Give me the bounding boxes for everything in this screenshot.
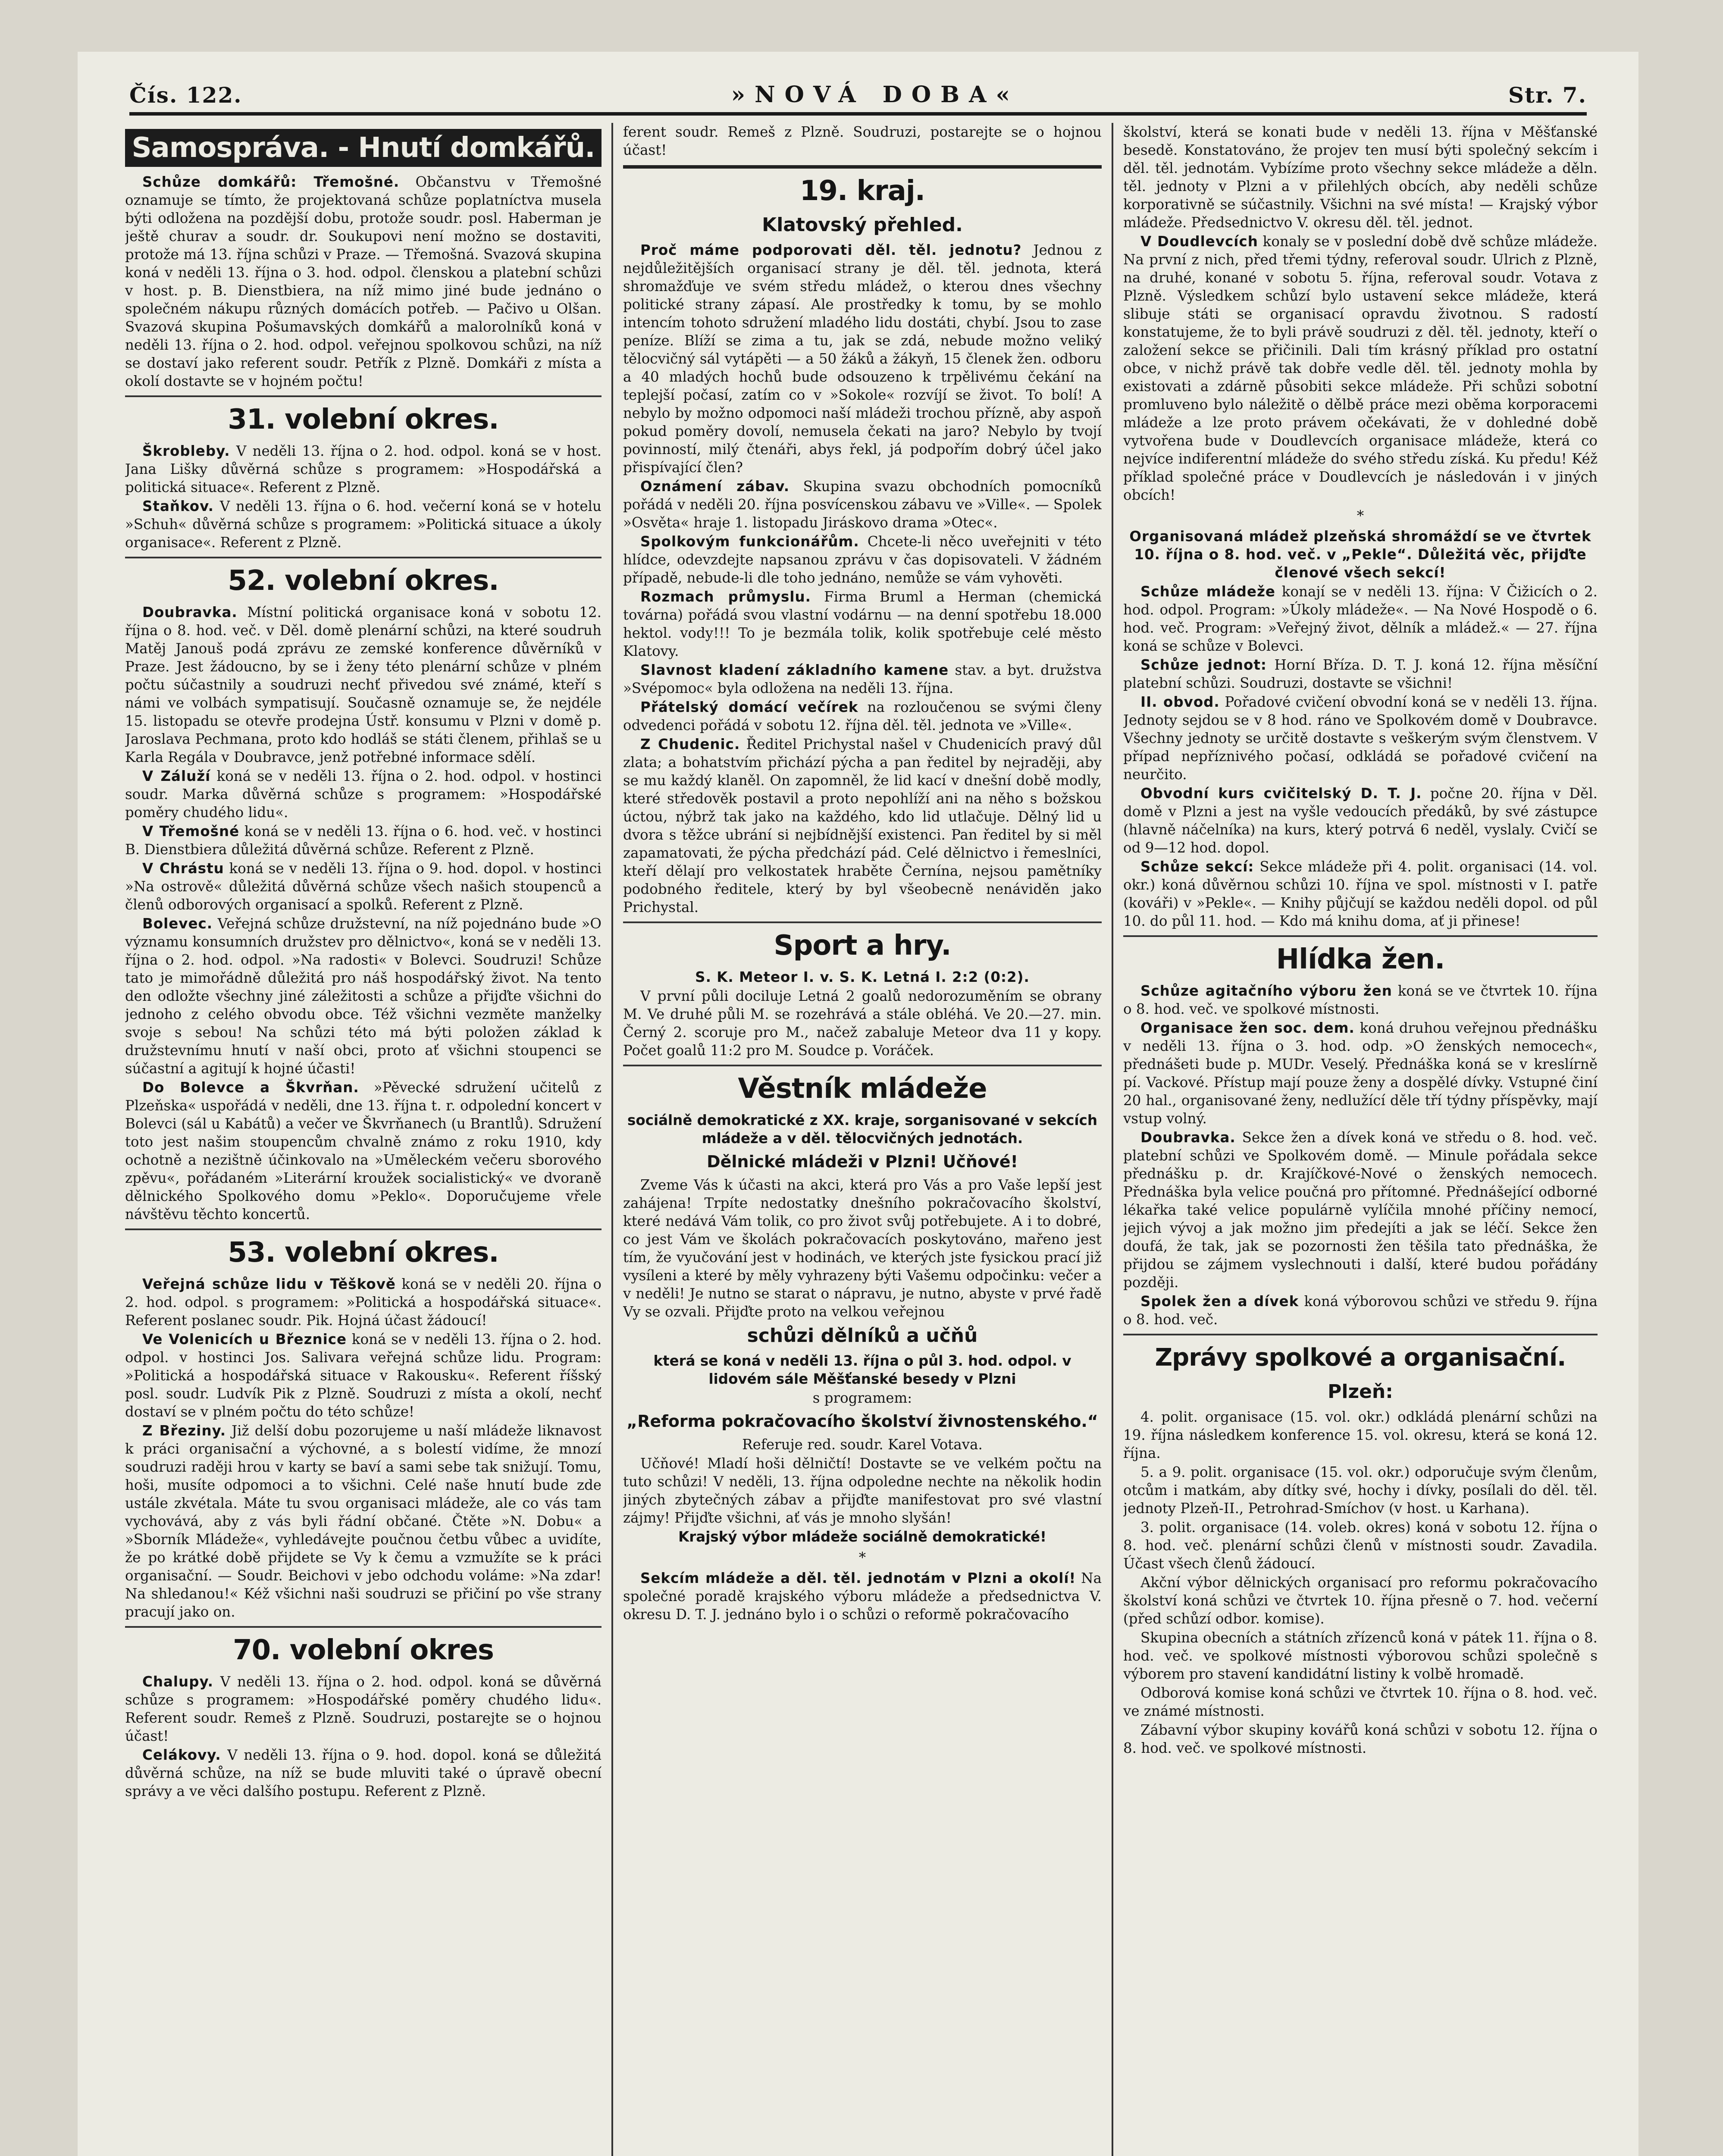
article: [125, 767, 601, 821]
lede: Oznámení zábav.: [640, 478, 790, 495]
article-continuation: ferent soudr. Remeš z Plzně. Soudruzi, postarejte se o hojnou účast!: [623, 124, 1102, 158]
article: [125, 859, 601, 914]
article: [125, 1422, 601, 1621]
program-label: s programem:: [812, 1390, 912, 1406]
subheading-klatovy: Klatovský přehled.: [762, 214, 963, 236]
article-text: V neděli 13. října o 2. hod. odpol. koná se důvěrná schůze s programem: »Hospodářské poměry chudého lidu«. Referent soudr. Remeš z Plzně. Soudruzi, postarejte se o hojnou účast!: [125, 1673, 601, 1744]
divider: [125, 395, 601, 397]
vestnik-subtitle: sociálně demokratické z XX. kraje, sorganisované v sekcích mládeže a v děl. tělocvičných jednotách.: [627, 1112, 1097, 1147]
article: Akční výbor dělnických organisací pro reformu pokračovacího školství koná schůzi ve čtvrtek 10. října přesně o 7. hod. večerní (před schůzí odbor. komise).: [1123, 1574, 1598, 1627]
article-text: Pořadové cvičení obvodní koná se v neděli 13. října. Jednoty sejdou se v 8 hod. ráno ve Spolkovém domě v Doubravce. Všechny jednoty se určitě dostavte s veškerým svým členstvem. V případ nepříznivého počasí, odkládá se pořadové cvičení na neurčito.: [1123, 694, 1598, 783]
section-heading-19: 19. kraj.: [799, 175, 925, 207]
lede: Organisace žen soc. dem.: [1140, 1020, 1355, 1036]
section-heading-zpravy: Zprávy spolkové a organisační.: [1155, 1344, 1566, 1372]
newspaper-title: »NOVÁ DOBA«: [731, 81, 1019, 108]
article-text: Skupina svazu obchodních pomocníků pořádá v neděli 20. října posvícenskou zábavu ve »Ville«. — Spolek »Osvěta« hraje 1. listopadu Jiráskovo drama »Otec«.: [623, 478, 1102, 531]
article-text: na rozloučenou se svými členy odvedenci pořádá v sobotu 12. října děl. těl. jednota ve »Ville«.: [623, 699, 1102, 733]
article-text: Již delší dobu pozorujeme u naší mládeže liknavost k práci organisační a výchovné, a s bolestí vidíme, že mnozí soudruzi raději hrou v karty se baví a sami sebe tak snižují. Tomu, hoši, musíte odpomoci a to všichni. Celé naše hnutí bude zde ustále zkvétala. Máte tu svou organisaci mládeže, ale co vás tam vychovává, aby z vás byli řádní občané. Čtěte »N. Dobu« a »Sborník Mládeže«, vyhledávejte poučnou četbu vůbec a uvidíte, že po krátké době přijdete se Vy k čemu a vzmužíte se k práci organisační. — Soudr. Beichovi v jebo odchodu voláme: »Na zdar! Na shledanou!« Kéž všichni naši soudruzi se přičiní po vše strany pracují jako on.: [125, 1423, 601, 1620]
lede: Veřejná schůze lidu v Těškově: [142, 1276, 396, 1292]
lede: II. obvod.: [1140, 694, 1220, 710]
article-text: V neděli 13. října o 9. hod. dopol. koná se důležitá důvěrná schůze, na níž se bude mluviti také o úpravě obecní správy a ve věci dalšího postupu. Referent z Plzně.: [125, 1747, 601, 1799]
article: [1123, 1019, 1598, 1128]
article-text: konaly se v poslední době dvě schůze mládeže. Na první z nich, před třemi týdny, referoval soudr. Ulrich z Plzně, na druhé, konané v sobotu 5. října, referoval soudr. Votava z Plzně. Výsledkem schůzí bylo ustavení sekce mládeže, která slibuje státi se organisací opravdu životnou. S radostí konstatujeme, že to byli právě soudruzi z děl. těl. jednoty, kteří o založení sekce se přičinili. Dali tím krásný příklad pro ostatní obce, v nichž právě tak dobře vedle děl. těl. jednoty mohla by existovati a zdárně působiti sekce mládeže. Při schůzi sobotní promluveno bylo náležitě o dělbě práce mezi oběma korporacemi mládeže a lze proto právem očekávati, že v dohledné době vytvořena bude v Doudlevcích organisace mládeže, která co nejvíce indiferentní mládeže do svého středu získá. Ku předu! Kéž příklad společné práce v Doudlevcích je následován i v jiných obcích!: [1123, 233, 1598, 503]
article: [1123, 1292, 1598, 1329]
meeting-details: která se koná v neděli 13. října o půl 3. hod. odpol. v lidovém sále Měšťanské besedy v Plzni: [653, 1353, 1071, 1387]
article: [125, 822, 601, 859]
article: [623, 698, 1102, 734]
column-3: [1123, 123, 1598, 2156]
match-result: S. K. Meteor I. v. S. K. Letná I. 2:2 (0:2).: [695, 969, 1030, 985]
article: [125, 603, 601, 766]
divider: [623, 165, 1102, 169]
section-heading-70: 70. volební okres: [233, 1634, 494, 1666]
article: [1123, 982, 1598, 1018]
section-heading-hlidka: Hlídka žen.: [1276, 943, 1445, 975]
article-text: »Pěvecké sdružení učitelů z Plzeňska« uspořádá v neděli, dne 13. října t. r. odpolední koncert v Bolevci (sál u Kabátů) a večer ve Škvrňanech (u Brantlů). Sdružení toto jest našim stoupencům chvalně známo z roku 1910, kdy ochotně a nezištně účinkovalo na »Uměleckém večeru sborového zpěvu«, pořádaném »Literární kroužek socialistický« ve dvoraně dělnického Spolkového domu »Peklo«. Doporučujeme vřele návštěvu těchto koncertů.: [125, 1079, 601, 1222]
article: [125, 1746, 601, 1800]
lede: Z Chudenic.: [640, 736, 740, 752]
lede: Spolek žen a dívek: [1140, 1293, 1299, 1310]
newspaper-page: [78, 52, 1638, 2156]
article-text: koná se v neděli 13. října o 2. hod. odpol. v hostinci soudr. Marka důvěrná schůze s programem: »Hospodářské poměry chudého lidu«.: [125, 768, 601, 821]
article: [1123, 784, 1598, 857]
article-text: Horní Bříza. D. T. J. koná 12. října měsíční platební schůzi. Soudruzi, dostavte se všichni!: [1123, 657, 1598, 691]
article: [623, 477, 1102, 532]
section-heading-vestnik: Věstník mládeže: [738, 1073, 987, 1105]
article: [125, 1078, 601, 1223]
subheading-plzen: Plzeň:: [1328, 1381, 1393, 1403]
article: 5. a 9. polit. organisace (15. vol. okr.) odporučuje svým členům, otcům i matkám, aby dítky své, hochy i dívky, posílali do děl. těl. jednoty Plzeň-II., Petrohrad-Smíchov (v host. u Karhana).: [1123, 1464, 1598, 1517]
article: [623, 735, 1102, 916]
article: [1123, 583, 1598, 655]
column-1: [125, 123, 601, 2156]
article: [125, 442, 601, 496]
article-text: koná výborovou schůzi ve středu 9. října o 8. hod. več.: [1123, 1293, 1598, 1328]
article-text: koná se v neděli 13. října o 9. hod. dopol. v hostinci »Na ostrově« důležitá důvěrná schůze všech našich stoupenců a členů odborových organisací a spolků. Referent z Plzně.: [125, 860, 601, 913]
lede: Proč máme podporovati děl. těl. jednotu?: [640, 242, 1022, 258]
divider: [623, 921, 1102, 923]
article-text: konají se v neděli 13. října: V Čižicích o 2. hod. odpol. Program: »Úkoly mládeže«. — Na Nové Hospodě o 6. hod. več. Program: »Veřejný život, dělník a mládež.« — 27. října koná se schůze v Bolevci.: [1123, 583, 1598, 654]
lede: Slavnost kladení základního kamene: [640, 662, 949, 678]
column-rule: [611, 123, 613, 2156]
article-text: Na společné poradě krajského výboru mládeže a předsednictva V. okresu D. T. J. jednáno bylo i o schůzi o reformě pokračovacího: [623, 1570, 1102, 1623]
article-text: Místní politická organisace koná v sobotu 12. října o 8. hod. več. v Děl. domě plenární schůzi, na které soudruh Matěj Janouš podá zprávu ze zemské konference důvěrníků v Praze. Jest žádoucno, by se i ženy této plenární schůze v plném počtu súčastnily a soudruzi nechť přivedou své známé, kteří s námi ve volbách sympatisují. Současně oznamuje se, že nejdéle 15. listopadu se otevře prodejna Ústř. konsumu v Plzni v domě p. Jaroslava Pechmana, proto kdo hodláš se státi členem, přihlaš se u Karla Regála v Doubravce, jenž potřebné informace sdělí.: [125, 604, 601, 765]
divider: [1123, 1334, 1598, 1335]
article-text: stav. a byt. družstva »Svépomoc« byla odložena na neděli 13. října.: [623, 662, 1102, 696]
article-text: koná se v neděli 13. října o 6. hod. več. v hostinci B. Dienstbiera důležitá důvěrná schůze. Referent z Plzně.: [125, 823, 601, 858]
article-text: koná druhou veřejnou přednášku v neděli 13. října o 3. hod. odp. »O ženských nemocech«, přednášeti bude p. MUDr. Veselý. Přednáška koná se v kreslírně pí. Vackové. Přístup mají pouze ženy a dospělé dívky. Vstupné činí 20 hal., organisované ženy, nedlužící děle tří týdny příspěvky, mají vstup volný.: [1123, 1020, 1598, 1127]
article-text: koná se v neděli 13. října o 2. hod. odpol. v hostinci Jos. Salivara veřejná schůze lidu. Program: »Politická a hospodářská situace v Rakousku«. Referent říšský posl. soudr. Ludvík Pik z Plzně. Soudruzi z místa a okolí, nechť dostaví se v plném počtu do této schůze!: [125, 1331, 601, 1420]
lede: Schůze jednot:: [1140, 657, 1267, 673]
section-heading-samosprava: Samospráva. - Hnutí domkářů.: [125, 129, 601, 167]
section-heading-53: 53. volební okres.: [228, 1237, 499, 1269]
article: [1123, 693, 1598, 783]
separator-star: *: [1356, 508, 1364, 524]
article-continuation: školství, která se konati bude v neděli 13. října v Měšťanské besedě. Konstatováno, že projev ten musí býti společný sekcím i děl. těl. jednotám. Vybízíme proto všechny sekce mládeže a děln. těl. jednoty v Plzni a v přilehlých obcích, aby neděli schůze korporativně se súčastnily. Všichni na své místa! — Krajský výbor mládeže. Předsednictvo V. okresu děl. těl. jednot.: [1123, 124, 1598, 231]
article: V první půli dociluje Letná 2 goalů nedorozuměním se obrany M. Ve druhé půli M. se rozehrává a stále obléhá. Ve 20.—27. min. Černý 2. scoruje pro M., načež zabaluje Meteor dva 11 y kopy. Počet goalů 11:2 pro M. Soudce p. Voráček.: [623, 988, 1102, 1059]
article: [623, 1569, 1102, 1623]
article: [125, 173, 601, 390]
article: [623, 241, 1102, 476]
lede: Obvodní kurs cvičitelský D. T. J.: [1140, 785, 1422, 802]
signature: Krajský výbor mládeže sociálně demokratické!: [678, 1529, 1046, 1545]
article: Skupina obecních a státních zřízenců koná v pátek 11. října o 8. hod. več. ve spolkové místnosti výborovou schůzi společně s výborem pro stavení kandidátní listiny k volbě hromadě.: [1123, 1630, 1598, 1682]
lede: Doubravka.: [1140, 1129, 1236, 1146]
divider: [623, 1065, 1102, 1066]
appeal-heading: Dělnické mládeži v Plzni! Učňové!: [707, 1152, 1018, 1171]
lede: Z Březiny.: [142, 1423, 226, 1439]
section-heading-sport: Sport a hry.: [774, 930, 951, 962]
article-text: Jednou z nejdůležitějších organisací strany je děl. těl. jednota, která shromažďuje ve svém středu mládež, o kterou dnes všechny politické strany zápasí. Ale prostředky k tomu, by se mohlo intencím tohoto sdružení mladého lidu dostáti, chybí. Jsou to zase peníze. Blíží se zima a tu, jak se zdá, nebude možno veliký tělocvičný sál vytápěti — a 50 žáků a žákyň, 15 členek žen. odboru a 40 mladých hochů bude odsouzeno k trpělivému čekání na teplejší počasí, zatím co v »Sokole« rozvíjí se život. To bolí! A nebylo by možno odpomoci naší mládeži trochou přízně, aby aspoň pokud poměry dovolí, nemusela čekati na jaro? Nebylo by tvojí povinností, milý čtenáři, abys řekl, já podpořím dobrý účel jako přispívající člen?: [623, 242, 1102, 476]
article: [1123, 656, 1598, 692]
divider: [125, 557, 601, 558]
lede: Do Bolevce a Škvrňan.: [142, 1079, 359, 1096]
article: [1123, 232, 1598, 504]
article: [623, 533, 1102, 587]
article-text: koná se v neděli 20. října o 2. hod. odpol. s programem: »Politická a hospodářská situace«. Referent poslanec soudr. Pik. Hojná účast žádoucí!: [125, 1276, 601, 1329]
lede: Schůze agitačního výboru žen: [1140, 983, 1392, 999]
lede: Schůze mládeže: [1140, 583, 1275, 600]
article: [623, 661, 1102, 697]
article: [1123, 1128, 1598, 1291]
lede: V Třemošné: [142, 823, 240, 840]
lede: V Chrástu: [142, 860, 224, 877]
lede: Doubravka.: [142, 604, 238, 620]
article: [1123, 858, 1598, 930]
article: [125, 497, 601, 552]
lede: Chalupy.: [142, 1673, 214, 1690]
announcement: Organisovaná mládež plzeňská shromáždí se ve čtvrtek 10. října o 8. hod. več. v „Pekle“. Důležitá věc, přijďte členové všech sekcí!: [1129, 528, 1591, 581]
section-heading-31: 31. volební okres.: [228, 404, 499, 436]
lede: Ve Volenicích u Březnice: [142, 1331, 347, 1348]
article-text: koná se ve čtvrtek 10. října o 8. hod. več. ve spolkové místnosti.: [1123, 983, 1598, 1017]
divider: [125, 1626, 601, 1628]
lede: Staňkov.: [142, 498, 214, 514]
article: 3. polit. organisace (14. voleb. okres) koná v sobotu 12. října o 8. hod. več. plenární schůzi členů v místnosti soudr. Zavadila. Účast všech členů žádoucí.: [1123, 1519, 1598, 1572]
lede: Škrobleby.: [142, 443, 230, 459]
article: [125, 1673, 601, 1745]
article: [125, 1330, 601, 1421]
speaker: Referuje red. soudr. Karel Votava.: [742, 1436, 983, 1453]
lede: Přátelský domácí večírek: [640, 699, 858, 715]
page-header: [129, 65, 1587, 116]
article-text: počne 20. října v Děl. domě v Plzni a jest na vyšle vedoucích předáků, by své zástupce (hlavně náčelníka) na kurs, který potrvá 6 neděl, vyslaly. Cvičí se od 9—12 hod. dopol.: [1123, 785, 1598, 856]
lede: Schůze sekcí:: [1140, 859, 1254, 875]
article-text: V neděli 13. října o 6. hod. večerní koná se v hotelu »Schuh« důvěrná schůze s programem: »Politická situace a úkoly organisace«. Referent z Plzně.: [125, 498, 601, 551]
lede: Schůze domkářů: Třemošné.: [142, 174, 400, 190]
lede: Spolkovým funkcionářům.: [640, 533, 859, 550]
article: Učňové! Mladí hoši dělničtí! Dostavte se ve velkém počtu na tuto schůzi! V neděli, 13. října odpoledne nechte na několik hodin jiných zbytečných zábav a přijďte manifestovat pro své vlastní zájmy! Přijďte všichni, ať vás je mnoho slyšán!: [623, 1455, 1102, 1526]
column-2: [623, 123, 1102, 2156]
column-rule: [1112, 123, 1113, 2156]
article-text: Ředitel Prichystal našel v Chudenicích pravý důl zlata; a bohatstvím přichází pýcha a pan ředitel by nejraději, aby se mu každý klaněl. On zapomněl, že lid kací v dnešní době modly, které středověk postavil a proto nepohlíží ani na něho s božskou úctou, nýbrž tak jako na každého, kdo lid utlačuje. Dělný lid u dvora s těžce ubrání si nejbídnější existenci. Pan ředitel by si měl zapamatovati, že pýcha předchází pád. Celé dělnictvo i řemeslníci, kteří dělají pro velkostatek hraběte Černína, nejsou pamětníky podobného ředitele, který by byl všeobecně nenáviděn jako Prichystal.: [623, 736, 1102, 915]
divider: [125, 1228, 601, 1230]
article-text: Občanstvu v Třemošné oznamuje se tímto, že projektovaná schůze poplatníctva musela býti odložena na pozdější dobu, protože soudr. posl. Haberman je ještě churav a soudr. dr. Soukupovi není možno se dostaviti, protože má 13. října schůzi v Praze. — Třemošná. Svazová skupina koná v neděli 13. října o 3. hod. odpol. členskou a platební schůzi v host. p. B. Dienstbiera, na níž mimo jiné bude jednáno o společném nákupu různých domácích potřeb. — Pačivo u Olšan. Svazová skupina Pošumavských domkářů a malorolníků koná v neděli 13. října o 2. hod. odpol. veřejnou spolkovou schůzi, na níž se dostaví jako referent soudr. Petřík z Plzně. Domkáři z místa a okolí dostavte se v hojném počtu!: [125, 174, 601, 389]
program-title: „Reforma pokračovacího školství živnostenského.“: [627, 1412, 1098, 1431]
article-text: Firma Bruml a Herman (chemická továrna) pořádá svou vlastní vodárnu — na denní spotřebu 18.000 hektol. vody!!! To je bezmála tolik, kolik spotřebuje celé město Klatovy.: [623, 589, 1102, 659]
article: [125, 915, 601, 1078]
article-text: Sekce mládeže při 4. polit. organisaci (14. vol. okr.) koná důvěrnou schůzi 10. října ve spol. místnosti v I. patře (kováři) v »Pekle«. — Knihy půjčují se každou neděli dopol. od půl 10. do půl 11. hod. — Kdo má knihu doma, ať ji přinese!: [1123, 859, 1598, 929]
lede: V Záluží: [142, 768, 211, 784]
lede: V Doudlevcích: [1140, 233, 1258, 250]
lede: Rozmach průmyslu.: [640, 589, 811, 605]
lede: Sekcím mládeže a děl. těl. jednotám v Plzni a okolí!: [640, 1570, 1076, 1586]
issue-number: Čís. 122.: [129, 82, 242, 108]
section-heading-52: 52. volební okres.: [228, 565, 499, 597]
article: Zveme Vás k účasti na akci, která pro Vás a pro Vaše lepší jest zahájena! Trpíte nedostatky dnešního pokračovacího školství, které nedává Vám tolik, co pro život svůj potřebujete. A i to dobré, co jest Vám ve školách pokračovacích poskytováno, mařeno jest tím, že vyučování jest v hodinách, ve kterých jste fysickou prací již vysíleni a které by měly vyhrazeny býti Vašemu odpočinku: večer a v neděli! Je nutno se starat o nápravu, je nutno, abyste v prvé řadě Vy se ozvali. Přijďte proto na velkou veřejnou: [623, 1177, 1102, 1320]
article: Odborová komise koná schůzi ve čtvrtek 10. října o 8. hod. več. ve známé místnosti.: [1123, 1685, 1598, 1719]
lede: Celákovy.: [142, 1747, 221, 1763]
article-text: Veřejná schůze družstevní, na níž pojednáno bude »O významu konsumních družstev pro dělnictvo«, koná se v neděli 13. října o 2. hod. odpol. »Na radosti« v Bolevci. Soudruzi! Schůze tato je mimořádně důležitá pro náš hospodářský život. Na tento den odložte všechny jiné záležitosti a schůze a přijďte všichni do jednoho z celého obvodu obce. Též všichni vezměte manželky svoje s sebou! Na schůzi této má býti položen základ k družstevnímu hnutí v naší obci, proto ať všichni stoupenci se súčastní a agitují k hojné účasti!: [125, 915, 601, 1077]
article: Zábavní výbor skupiny kovářů koná schůzi v sobotu 12. října o 8. hod. več. ve spolkové místnosti.: [1123, 1722, 1598, 1756]
article: [623, 588, 1102, 660]
page-number: Str. 7.: [1508, 82, 1587, 108]
article-text: Chcete-li něco uveřejniti v této hlídce, odevzdejte napsanou zprávu v čas dopisovateli. V žádném případě, nebude-li dle toho jednáno, nemůže se vám vyhověti.: [623, 533, 1102, 586]
separator-star: *: [858, 1549, 866, 1566]
article: [125, 1275, 601, 1329]
article-text: Sekce žen a dívek koná ve středu o 8. hod. več. platební schůzi ve Spolkovém domě. — Minule pořádala sekce přednášku p. dr. Krajíčkové-Nové o ženských nemocech. Přednáška byla velice poučná pro přítomné. Přednášející odborné lékařka také velice populárně vylíčila mnohé příčiny nemocí, jejich vývoj a jak možno jim předejíti a jak se léčí. Sekce žen doufá, že tak, jak se pozornosti žen těšila tato přednáška, že přijdou se zájmem vyslechnouti i další, které budou pořádány později.: [1123, 1129, 1598, 1291]
meeting-title: schůzi dělníků a učňů: [747, 1325, 978, 1347]
article-text: V neděli 13. října o 2. hod. odpol. koná se v host. Jana Lišky důvěrná schůze s programem: »Hospodářská a politická situace«. Referent z Plzně.: [125, 443, 601, 495]
article: 4. polit. organisace (15. vol. okr.) odkládá plenární schůzi na 19. října následkem konference 15. vol. okresu, která se koná 12. října.: [1123, 1409, 1598, 1461]
lede: Bolevec.: [142, 915, 213, 932]
divider: [1123, 935, 1598, 937]
